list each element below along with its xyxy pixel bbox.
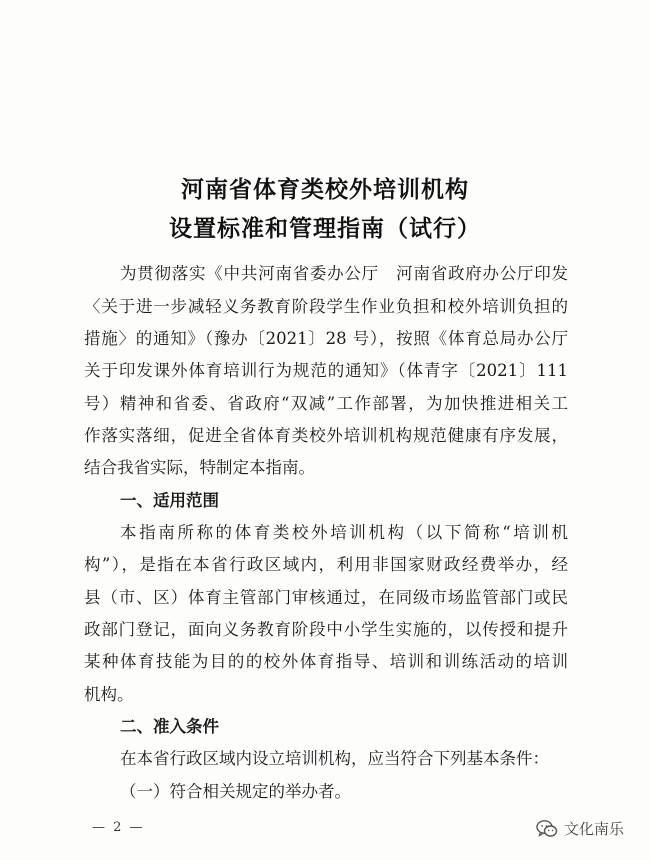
intro-line: 为贯彻落实《中共河南省委办公厅 河南省政府办公厅印发 <box>120 264 568 283</box>
intro-line: 作落实落细，促进全省体育类校外培训机构规范健康有序发展， <box>84 426 568 445</box>
section-2-heading: 二、准入条件 <box>120 717 219 736</box>
section-1-line: 构”），是指在本省行政区域内，利用非国家财政经费举办，经 <box>84 555 568 574</box>
section-1-heading: 一、适用范围 <box>120 491 219 510</box>
section-1-line: 县（市、区）体育主管部门审核通过，在同级市场监管部门或民 <box>84 588 568 607</box>
section-1-line: 机构。 <box>84 685 134 704</box>
intro-line: 〈关于进一步减轻义务教育阶段学生作业负担和校外培训负担的 <box>84 297 568 316</box>
intro-line: 关于印发课外体育培训行为规范的通知》（体青字〔2021〕111 <box>84 361 568 380</box>
watermark <box>536 818 624 839</box>
section-1-line: 某种体育技能为目的的校外体育指导、培训和训练活动的培训 <box>84 652 568 671</box>
wechat-icon <box>536 819 558 839</box>
watermark-text: 文化南乐 <box>564 820 625 838</box>
intro-line: 结合我省实际，特制定本指南。 <box>84 458 315 477</box>
section-2-line: 在本省行政区域内设立培训机构，应当符合下列基本条件： <box>120 749 549 768</box>
page-number: — 2 — <box>92 820 145 835</box>
intro-line: 措施〉的通知》（豫办〔2021〕28 号），按照《体育总局办公厅 <box>84 329 568 348</box>
section-1-line: 本指南所称的体育类校外培训机构（以下简称“培训机 <box>120 523 568 542</box>
section-2-line: （一）符合相关规定的举办者。 <box>120 782 351 801</box>
document-title-line-2: 设置标准和管理指南（试行） <box>169 216 481 242</box>
section-1-line: 政部门登记，面向义务教育阶段中小学生实施的，以传授和提升 <box>84 620 568 639</box>
intro-line: 号）精神和省委、省政府“双减”工作部署，为加快推进相关工 <box>84 394 568 413</box>
document-title-line-1: 河南省体育类校外培训机构 <box>181 177 469 203</box>
